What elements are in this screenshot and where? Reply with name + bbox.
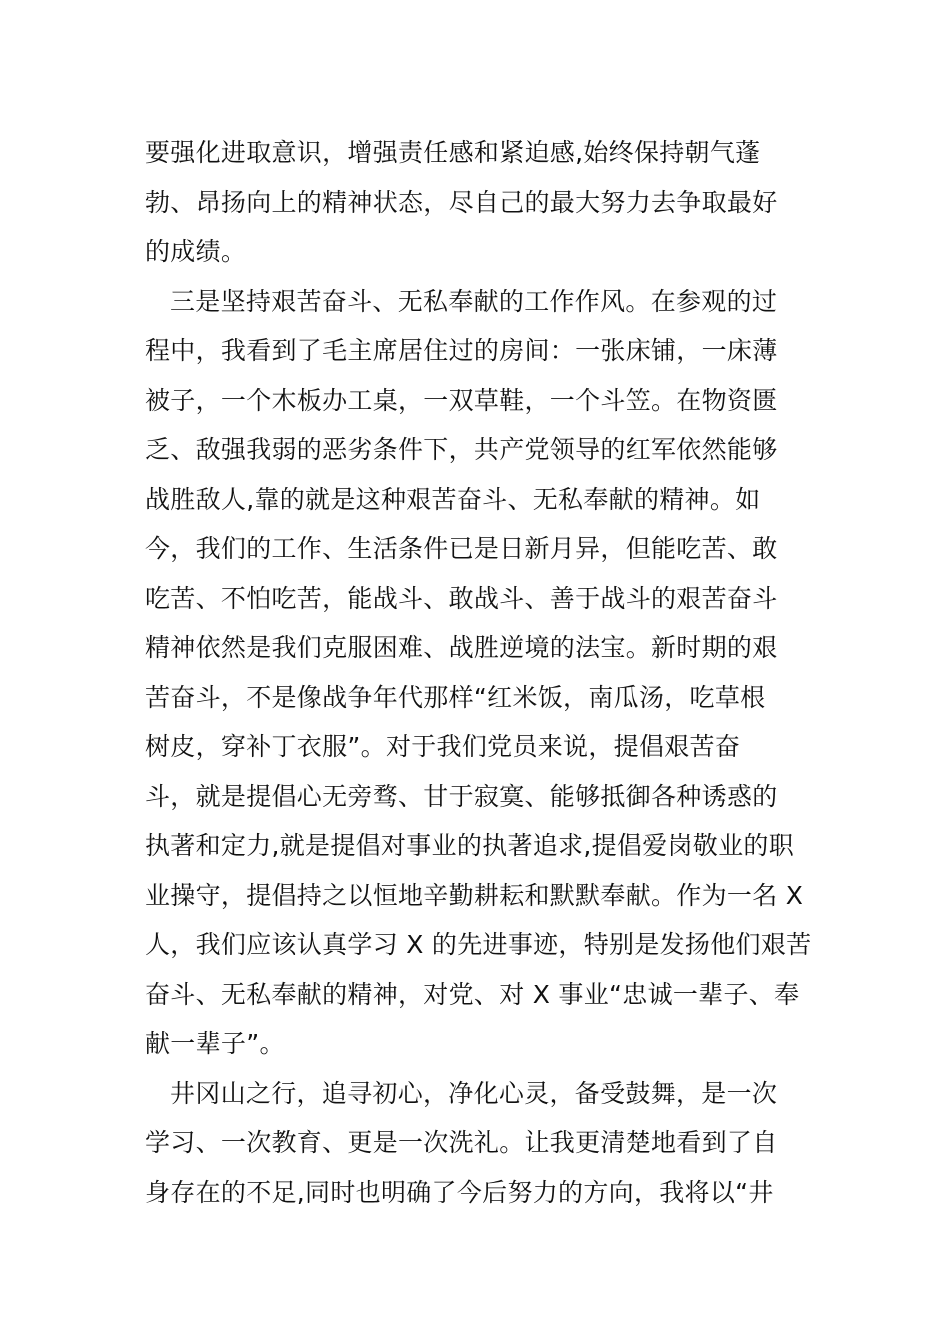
text-line-14: 斗，就是提倡心无旁骛、甘于寂寞、能够抵御各种诱惑的	[145, 781, 778, 811]
text-line-3: 的成绩。	[145, 237, 247, 266]
text-line-21: 学习、一次教育、更是一次洗礼。让我更清楚地看到了自	[145, 1128, 778, 1157]
text-line-13: 树皮，穿补丁衣服”。对于我们党员来说，提倡艰苦奋	[145, 732, 741, 761]
document-body	[145, 128, 812, 1217]
text-line-10: 吃苦、不怕吃苦，能战斗、敢战斗、善于战斗的艰苦奋斗	[145, 583, 778, 613]
text-line-4: 三是坚持艰苦奋斗、无私奉献的工作作风。在参观的过	[170, 286, 778, 316]
text-line-9: 今，我们的工作、生活条件已是日新月异，但能吃苦、敢	[145, 534, 778, 563]
text-line-12: 苦奋斗，不是像战争年代那样“红米饭，南瓜汤，吃草根	[145, 682, 766, 712]
text-line-2: 勃、昂扬向上的精神状态，尽自己的最大努力去争取最好	[145, 187, 778, 217]
text-line-17: 人，我们应该认真学习 X 的先进事迹，特别是发扬他们艰苦	[145, 930, 812, 959]
text-line-19: 献一辈子”。	[145, 1029, 285, 1058]
text-line-6: 被子，一个木板办工桌，一双草鞋，一个斗笠。在物资匮	[145, 385, 778, 415]
text-line-7: 乏、敌强我弱的恶劣条件下，共产党领导的红军依然能够	[145, 435, 778, 464]
text-line-22: 身存在的不足,同时也明确了今后努力的方向，我将以“井	[145, 1177, 774, 1207]
text-line-20: 井冈山之行，追寻初心，净化心灵，备受鼓舞，是一次	[170, 1078, 778, 1108]
text-line-5: 程中，我看到了毛主席居住过的房间：一张床铺，一床薄	[145, 336, 778, 365]
text-line-18: 奋斗、无私奉献的精神，对党、对 X 事业“忠诚一辈子、奉	[145, 979, 800, 1009]
text-line-11: 精神依然是我们克服困难、战胜逆境的法宝。新时期的艰	[145, 633, 778, 662]
text-line-16: 业操守，提倡持之以恒地辛勤耕耘和默默奉献。作为一名 X	[145, 880, 804, 910]
text-line-1: 要强化进取意识，增强责任感和紧迫感,始终保持朝气蓬	[145, 138, 761, 167]
text-line-15: 执著和定力,就是提倡对事业的执著追求,提倡爱岗敬业的职	[145, 831, 794, 860]
text-line-8: 战胜敌人,靠的就是这种艰苦奋斗、无私奉献的精神。如	[145, 484, 761, 514]
